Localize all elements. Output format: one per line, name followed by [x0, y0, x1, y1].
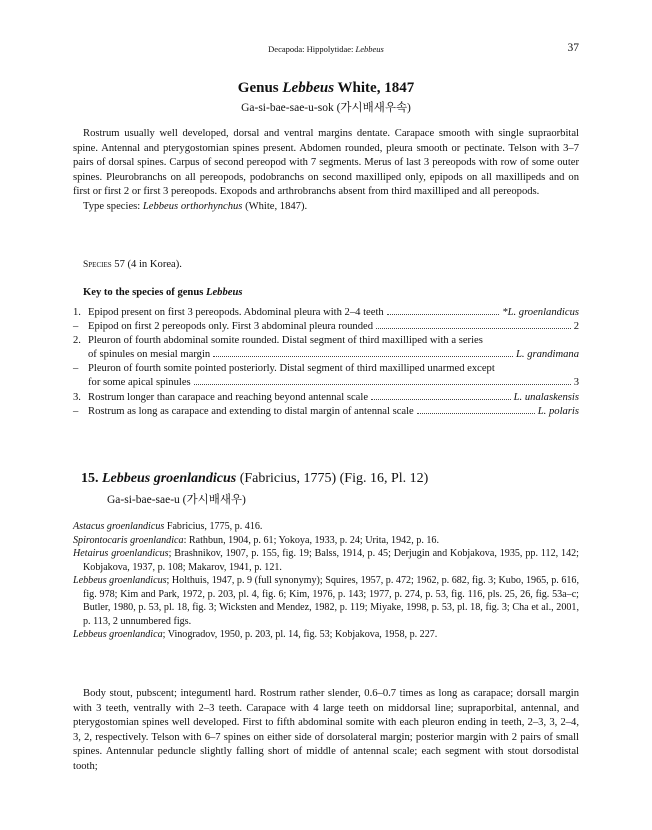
species-title — [81, 471, 428, 487]
synonym-entry — [73, 628, 579, 642]
key-entry-number: 3. — [73, 391, 81, 403]
species-label: Species — [83, 260, 112, 270]
genus-description: Rostrum usually well developed, dorsal and ventral margins dentate. Carapace smooth with single supraorbital spine. Antennal and pterygostomian spines present. Abdomen rounded, pleura smooth or pectinate. Telson with 3–7 pairs of dorsal spines. Carpus of second pereopod with 7 segments. Merus of last 3 pereopods with row of some outer spines. Pleurobranchs on all pereopods, podobranchs on second maxilliped only, epipods on all maxillipeds and on first or first 2 or first 3 pereopods. Exopods and arthrobranchs absent from third maxilliped and all pereopods. — [73, 128, 579, 197]
key-entry — [73, 405, 579, 419]
genus-title-author: White, 1847 — [334, 80, 415, 96]
key-leader-dots — [417, 405, 535, 414]
synonym-refs: : Rathbun, 1904, p. 61; Yokoya, 1933, p. 24; Urita, 1942, p. 16. — [183, 534, 439, 546]
running-head-text: Decapoda: Hippolytidae: — [268, 44, 356, 54]
key-title-genus: Lebbeus — [206, 287, 243, 298]
species-description-block — [73, 687, 579, 774]
key-entry — [73, 320, 579, 334]
key-entry-text: Pleuron of fourth abdominal somite rounded. Distal segment of third maxilliped with a series — [88, 335, 483, 347]
synonym-entry — [73, 547, 579, 574]
key-entry-continuation — [73, 348, 579, 362]
synonym-refs: Fabricius, 1775, p. 416. — [164, 521, 263, 532]
species-korean-name: Ga-si-bae-sae-u (가시배새우) — [107, 494, 246, 506]
key-entry-result: *L. groenlandicus — [502, 307, 579, 318]
key-title-text: Key to the species of genus — [83, 287, 206, 298]
genus-title-name: Lebbeus — [282, 80, 335, 96]
key-entry-result: L. grandimana — [516, 349, 579, 361]
genus-korean-name: Ga-si-bae-sae-u-sok (가시배새우속) — [241, 102, 411, 114]
genus-description-block — [73, 127, 579, 214]
key-leader-dots — [213, 348, 513, 357]
species-number: 15. — [81, 471, 99, 486]
key-entry-text: Epipod on first 2 pereopods only. First 3 abdominal pleura rounded — [88, 321, 374, 333]
type-species-label: Type species: — [83, 200, 143, 212]
key-entry-text: Rostrum as long as carapace and extending to distal margin of antennal scale — [88, 405, 414, 417]
key-entry — [73, 362, 579, 376]
key-leader-dots — [194, 376, 571, 385]
synonym-refs: ; Vinogradov, 1950, p. 203, pl. 14, fig. 53; Kobjakova, 1958, p. 227. — [162, 629, 438, 640]
type-species-name: Lebbeus orthorhynchus — [142, 200, 243, 212]
synonym-entry — [73, 574, 579, 628]
key-entry-continuation — [73, 376, 579, 390]
running-head-genus: Lebbeus — [355, 44, 384, 54]
key-entry-text: Epipod present on first 3 pereopods. Abdominal pleura with 2–4 teeth — [88, 307, 384, 318]
synonym-name: Spirontocaris groenlandica — [73, 534, 184, 546]
synonym-name: Lebbeus groenlandica — [73, 629, 163, 640]
key-entry-text: for some apical spinules — [88, 377, 191, 389]
key-entry-text: of spinules on mesial margin — [88, 349, 211, 361]
synonym-refs: ; Holthuis, 1947, p. 9 (full synonymy); Squires, 1957, p. 472; 1962, p. 682, fig. 3; Kubo, 1965, p. 616, fig. 978; Kim and Park, 1972, p. 203, pl. 4, fig. 6; Kim, 1976, p. 143; 1977, p. 274, p. 53, fig. 116, pls. 25, 26, fig. 53a–c; Butler, 1980, p. 53, pl. 18, fig. 3; Wicksten and Mendez, 1982, p. 119; Miyake, 1998, p. 53, pl. 18, fig. 3; Cha et al., 2001, p. 113, 2 unnumbered figs. — [83, 575, 579, 627]
key-entry — [73, 306, 579, 320]
genus-title-pre: Genus — [237, 80, 283, 96]
synonym-name: Hetairus groenlandicus — [73, 548, 169, 559]
species-count — [83, 259, 182, 270]
key-entry-text: Rostrum longer than carapace and reaching beyond antennal scale — [88, 391, 369, 403]
key-entry-result: L. unalaskensis — [513, 391, 579, 403]
synonym-entry — [73, 534, 579, 548]
key-entry-number: – — [73, 405, 79, 417]
key-entry-number: – — [73, 363, 79, 375]
synonym-entry — [73, 520, 579, 534]
key-leader-dots — [387, 306, 500, 315]
key-entry — [73, 391, 579, 405]
key-entry-number: – — [73, 321, 79, 333]
key-title — [83, 287, 242, 298]
species-author: (Fabricius, 1775) (Fig. 16, Pl. 12) — [236, 471, 429, 486]
type-species — [73, 200, 579, 215]
key-leader-dots — [371, 391, 511, 400]
key-entry-result: 2 — [573, 321, 579, 333]
key-entry-number: 2. — [73, 335, 81, 347]
key-entry-text: Pleuron of fourth somite pointed posteriorly. Distal segment of third maxilliped unarmed except — [88, 363, 495, 375]
key-entry-result: 3 — [573, 377, 579, 389]
synonymy — [73, 520, 579, 642]
synonym-refs: ; Brashnikov, 1907, p. 155, fig. 19; Balss, 1914, p. 45; Derjugin and Kobjakova, 1935, pp. 112, 142; Kobjakova, 1937, p. 108; Makarov, 1941, p. 121. — [83, 548, 579, 573]
species-description: Body stout, pubscent; integumentl hard. Rostrum rather slender, 0.6–0.7 times as long as carapace; dorsall margin with 3 teeth, ventrally with 2–3 teeth. Carapace with 4 large teeth on middorsal line; supraporbital, antennal, and pterygostomian spines well developed. First to fifth abdominal somite with each pleuron ending in teeth, 2–3, 3, 2–4, 3, 2, respectively. Telson with 6–7 spines on either side of dorsolateral margin; posterior margin with 2 pairs of small spines. Antennular peduncle slightly falling short of middle of antennal scale; each segment with stout dorsodistal tooth; — [73, 688, 579, 772]
running-head — [0, 44, 652, 54]
species-count-value: 57 (4 in Korea). — [111, 259, 182, 270]
species-name: Lebbeus groenlandicus — [102, 471, 237, 486]
key-entry-result: L. polaris — [537, 405, 579, 417]
page-number: 37 — [567, 42, 579, 54]
type-species-author: (White, 1847). — [242, 200, 308, 212]
synonym-name: Lebbeus groenlandicus — [73, 575, 167, 586]
synonym-name: Astacus groenlandicus — [73, 521, 165, 532]
species-key — [73, 306, 579, 419]
key-entry — [73, 334, 579, 348]
genus-title — [0, 80, 652, 97]
key-entry-number: 1. — [73, 307, 81, 318]
key-leader-dots — [376, 320, 571, 329]
